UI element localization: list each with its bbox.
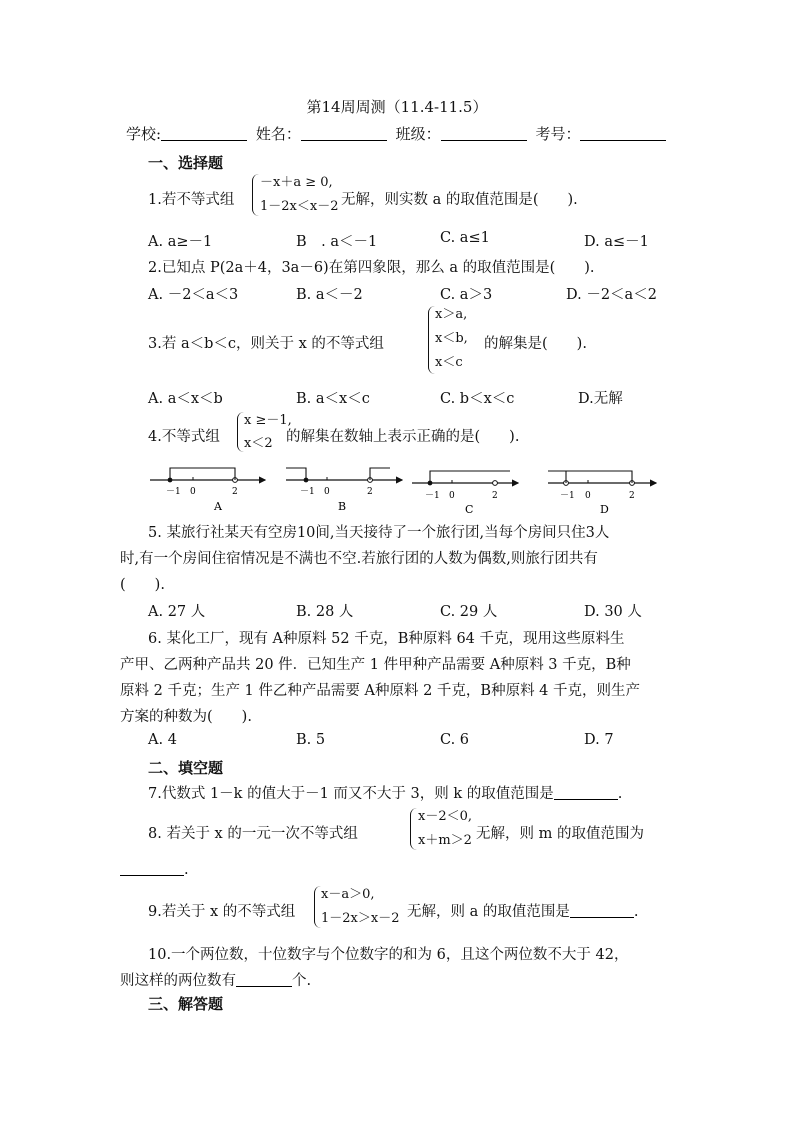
q2-option-b[interactable]: B. a＜－2	[296, 287, 363, 303]
q4-option-b-figure[interactable]	[286, 468, 402, 513]
q3-brace	[428, 306, 435, 374]
q4-a-tick-minus1: －1	[166, 487, 181, 497]
q3-suffix: 的解集是( ).	[484, 336, 587, 352]
q4-system-line2: x＜2	[244, 436, 273, 451]
q1-brace	[252, 174, 259, 216]
student-info-line	[126, 123, 666, 144]
q4-b-label: B	[338, 500, 347, 513]
q4-b-tick-2: 2	[367, 487, 373, 497]
q9-brace	[314, 886, 321, 928]
q1-prefix: 1.若不等式组	[148, 192, 235, 208]
q7-answer-blank[interactable]	[554, 786, 618, 800]
q8-suffix: 无解，则 m 的取值范围为	[476, 826, 644, 842]
section-heading-fill-in: 二、填空题	[148, 759, 224, 777]
q1-system-line2: 1－2x＜x－2	[260, 199, 339, 214]
q8-end: .	[184, 862, 189, 878]
q3-option-d[interactable]: D.无解	[578, 391, 623, 407]
q5-option-c[interactable]: C. 29 人	[440, 604, 498, 620]
q4-d-tick-minus1: －1	[560, 491, 575, 501]
q9-system-line1: x－a＞0,	[321, 887, 375, 902]
q4-c-label: C	[465, 503, 474, 514]
school-label: 学校:	[126, 125, 162, 143]
q5-line1: 5. 某旅行社某天有空房10间,当天接待了一个旅行团,当每个房间只住3人	[148, 525, 610, 541]
q3-system-line3: x＜c	[435, 355, 463, 370]
q4-system-line1: x ≥－1,	[244, 413, 292, 428]
q4-number-line-figures	[140, 458, 670, 514]
q8-brace	[410, 808, 417, 850]
q4-b-tick-minus1: －1	[300, 487, 315, 497]
q4-option-d-figure[interactable]	[548, 471, 656, 514]
q5-option-b[interactable]: B. 28 人	[296, 604, 354, 620]
q3-option-c[interactable]: C. b＜x＜c	[440, 391, 515, 407]
q4-option-a-figure[interactable]	[150, 468, 265, 513]
q4-d-tick-0: 0	[585, 491, 591, 501]
q4-brace	[237, 412, 244, 452]
school-blank[interactable]	[161, 126, 247, 141]
q2-text: 2.已知点 P(2a＋4，3a－6)在第四象限，那么 a 的取值范围是( ).	[148, 260, 595, 276]
q4-suffix: 的解集在数轴上表示正确的是( ).	[286, 429, 520, 445]
q6-option-a[interactable]: A. 4	[148, 732, 177, 748]
q4-d-label: D	[600, 503, 609, 514]
q8-answer-blank[interactable]	[120, 862, 184, 876]
q4-c-tick-minus1: －1	[425, 491, 440, 501]
q3-option-b[interactable]: B. a＜x＜c	[296, 391, 370, 407]
q10-line1: 10.一个两位数，十位数字与个位数字的和为 6，且这个两位数不大于 42，	[148, 947, 629, 963]
q8-system-line2: x＋m＞2	[418, 833, 472, 848]
q4-a-tick-2: 2	[232, 487, 238, 497]
page-title: 第14周周测（11.4-11.5）	[306, 98, 488, 116]
q1-suffix: 无解，则实数 a 的取值范围是( ).	[341, 192, 578, 208]
q7-line	[148, 782, 622, 803]
q9-end: .	[633, 904, 639, 920]
q7-text: 7.代数式 1－k 的值大于－1 而又不大于 3，则 k 的取值范围是	[148, 786, 554, 802]
name-label: 姓名：	[255, 125, 301, 143]
q9-suffix-line	[407, 900, 638, 921]
q3-option-a[interactable]: A. a＜x＜b	[148, 391, 223, 407]
q1-option-d[interactable]: D. a≤－1	[584, 234, 649, 250]
q9-answer-blank[interactable]	[570, 904, 634, 918]
q4-prefix: 4.不等式组	[148, 429, 220, 445]
q6-line4: 方案的种数为( ).	[120, 709, 252, 725]
q4-d-tick-2: 2	[629, 491, 635, 501]
q3-prefix: 3.若 a＜b＜c，则关于 x 的不等式组	[148, 336, 384, 352]
id-label: 考号：	[535, 125, 581, 143]
q6-line2: 产甲、乙两种产品共 20 件．已知生产 1 件甲种产品需要 A种原料 3 千克，B种	[120, 657, 631, 673]
q3-system-line2: x＜b,	[435, 331, 468, 346]
q2-option-a[interactable]: A. －2＜a＜3	[148, 287, 239, 303]
q1-system-line1: －x＋a ≥ 0,	[260, 175, 333, 190]
q4-b-tick-0: 0	[324, 487, 330, 497]
q4-a-label: A	[214, 500, 222, 513]
q10-end: 个.	[292, 973, 312, 989]
q8-prefix: 8. 若关于 x 的一元一次不等式组	[148, 826, 358, 842]
q1-option-a[interactable]: A. a≥－1	[148, 234, 213, 250]
q1-option-c[interactable]: C. a≤1	[440, 230, 490, 246]
q6-option-c[interactable]: C. 6	[440, 732, 470, 748]
q9-system-line2: 1－2x＞x－2	[321, 911, 400, 926]
q9-suffix: 无解，则 a 的取值范围是	[407, 904, 570, 920]
q10-line2: 则这样的两位数有	[120, 973, 236, 989]
q2-option-d[interactable]: D. －2＜a＜2	[566, 287, 657, 303]
q5-line3: ( ).	[120, 577, 165, 593]
q4-c-tick-2: 2	[492, 491, 498, 501]
q10-line2-wrap	[120, 969, 311, 990]
q1-option-b[interactable]: B . a＜－1	[296, 234, 378, 250]
q6-option-b[interactable]: B. 5	[296, 732, 326, 748]
q6-option-d[interactable]: D. 7	[584, 732, 614, 748]
q4-option-c-figure[interactable]	[412, 471, 518, 514]
class-label: 班级：	[395, 125, 441, 143]
q2-option-c[interactable]: C. a＞3	[440, 287, 493, 303]
q8-answer-line	[120, 862, 189, 878]
q5-option-a[interactable]: A. 27 人	[148, 604, 206, 620]
q6-line3: 原料 2 千克；生产 1 件乙种产品需要 A种原料 2 千克，B种原料 4 千克，则生产	[120, 683, 641, 699]
q3-system-line1: x＞a,	[435, 307, 468, 322]
class-blank[interactable]	[441, 126, 527, 141]
q5-option-d[interactable]: D. 30 人	[584, 604, 642, 620]
section-heading-choice: 一、选择题	[148, 154, 224, 172]
q10-answer-blank[interactable]	[236, 973, 292, 987]
q5-line2: 时,有一个房间住宿情况是不满也不空.若旅行团的人数为偶数,则旅行团共有	[120, 551, 598, 567]
q7-end: .	[617, 786, 623, 802]
q4-c-hollow-point	[493, 481, 498, 486]
q4-a-tick-0: 0	[190, 487, 196, 497]
q4-c-tick-0: 0	[449, 491, 455, 501]
q6-line1: 6. 某化工厂，现有 A种原料 52 千克，B种原料 64 千克，现用这些原料生	[148, 631, 625, 647]
section-heading-solve: 三、解答题	[148, 995, 224, 1013]
q8-system-line1: x－2＜0,	[418, 809, 473, 824]
id-blank[interactable]	[580, 126, 666, 141]
q9-prefix: 9.若关于 x 的不等式组	[148, 904, 296, 920]
name-blank[interactable]	[301, 126, 387, 141]
